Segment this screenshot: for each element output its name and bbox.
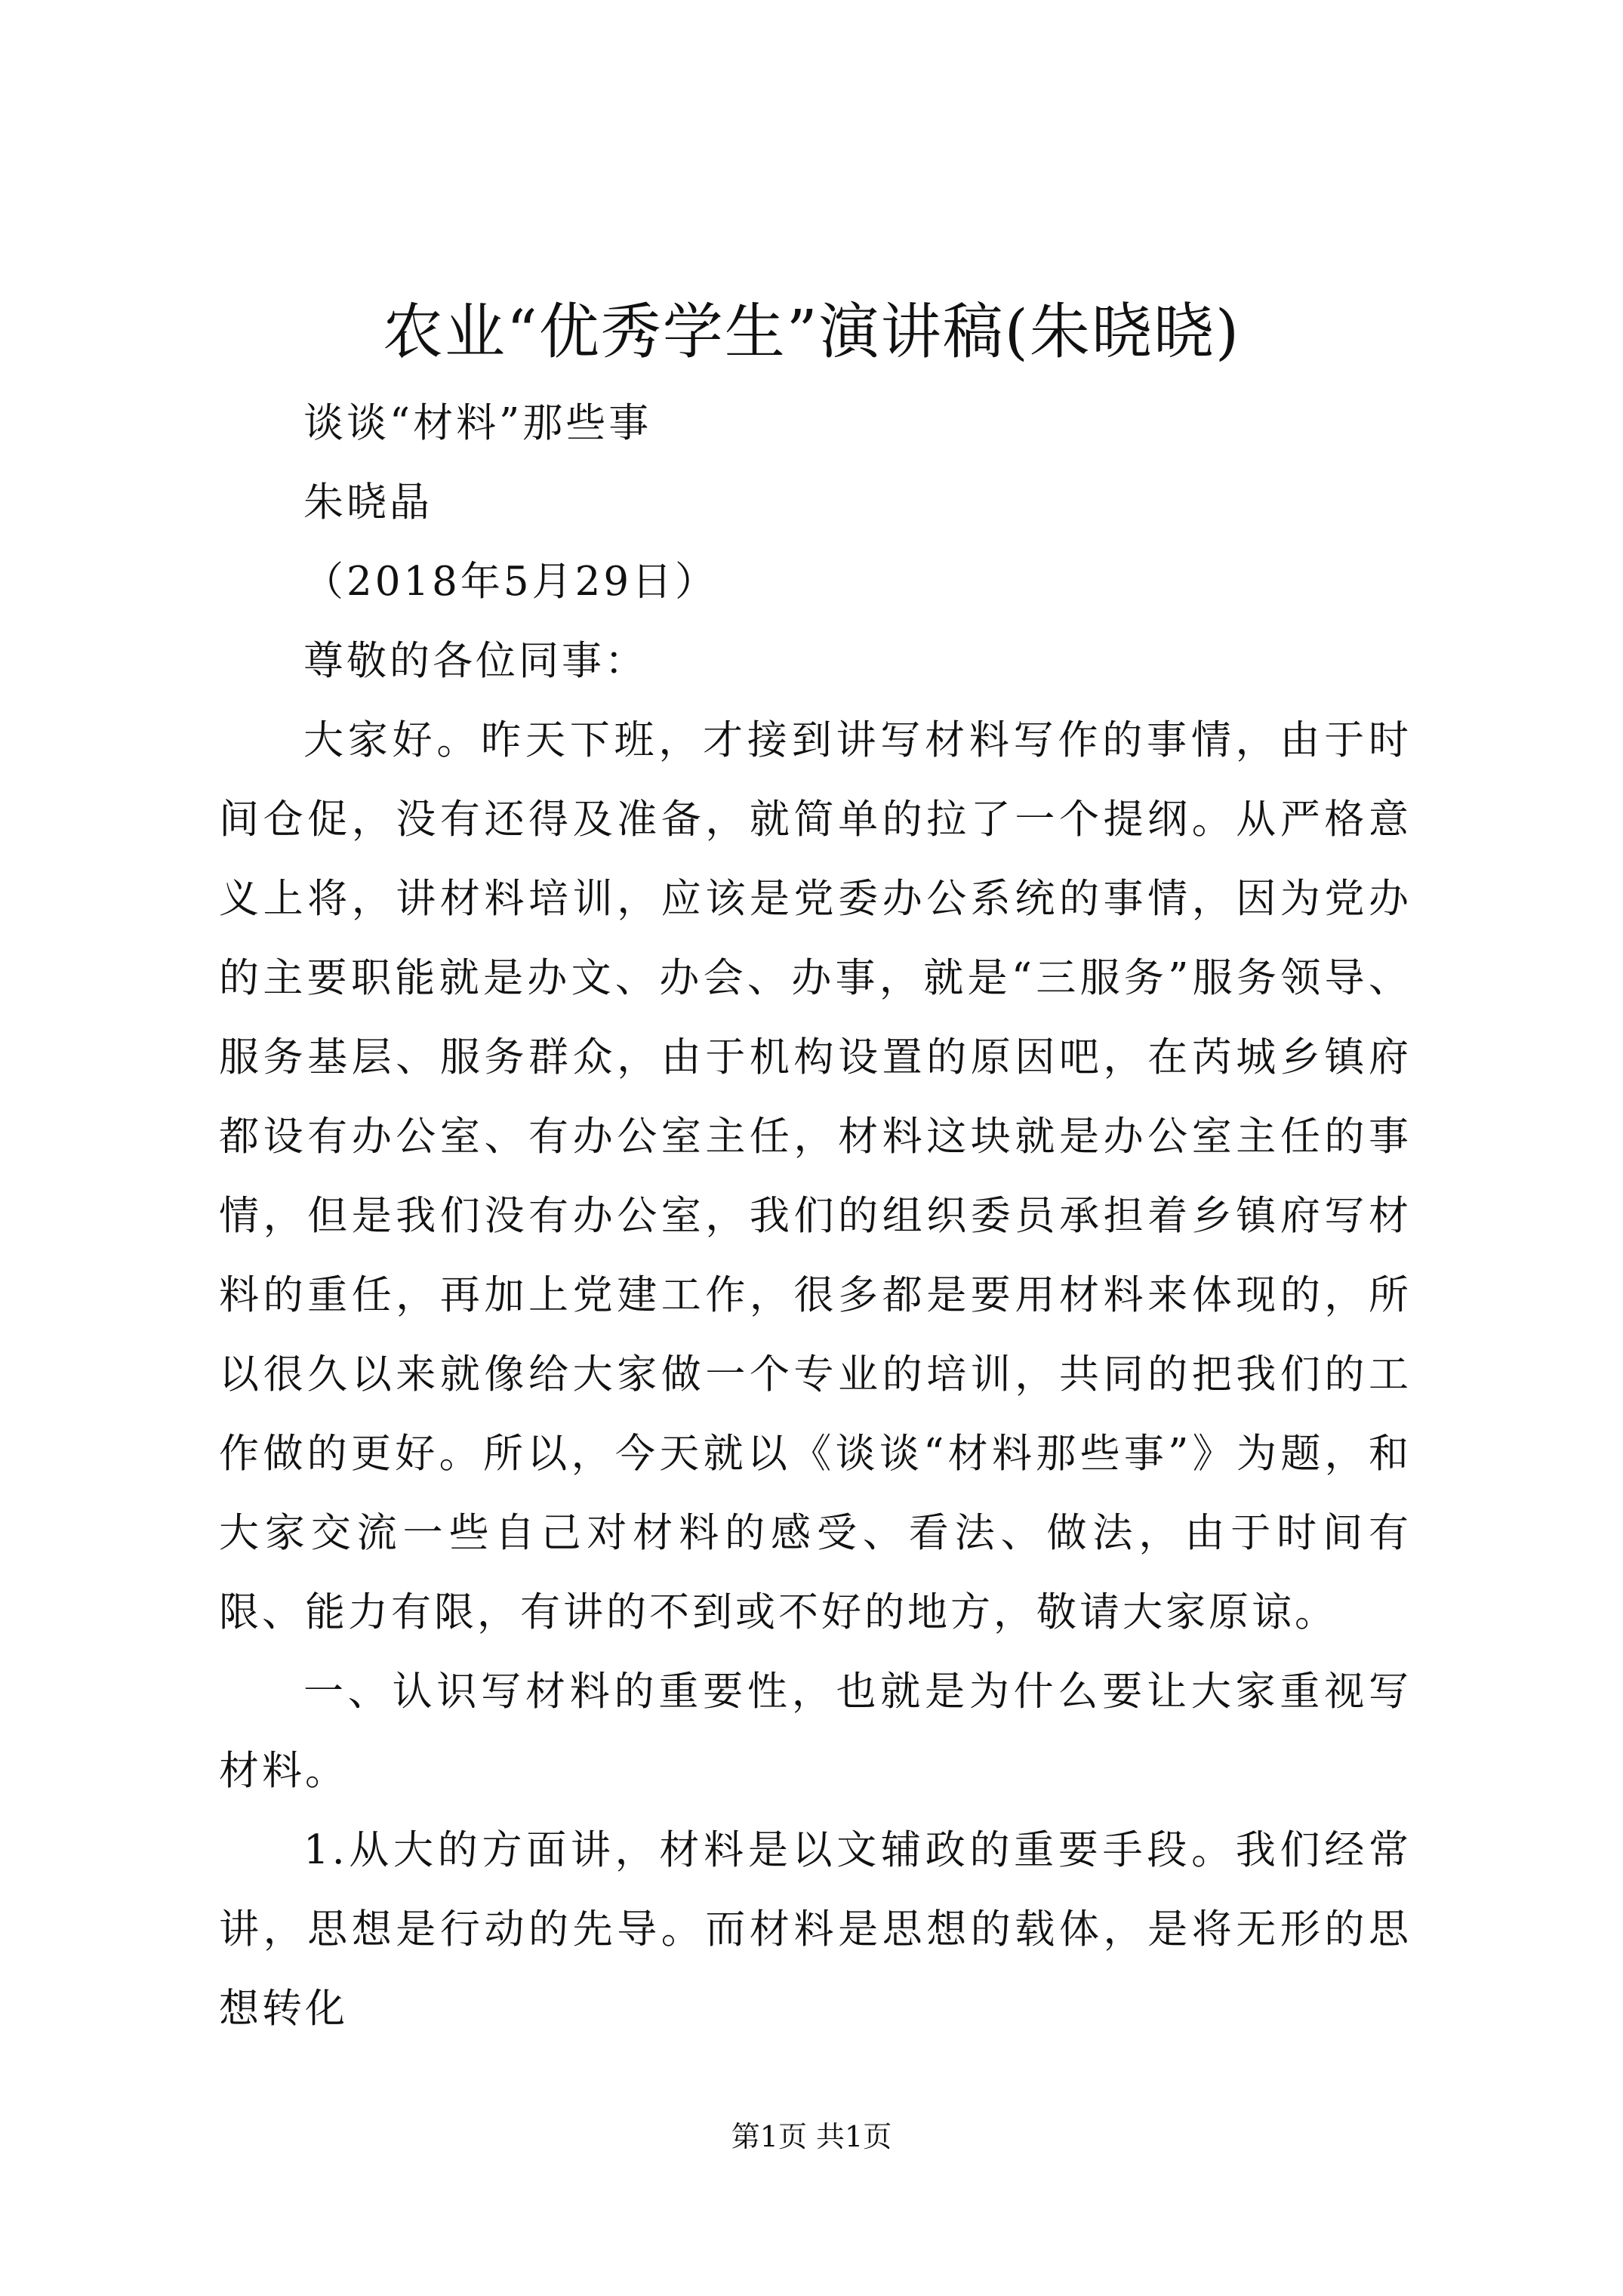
salutation: 尊敬的各位同事： (303, 638, 648, 684)
document-body (219, 384, 1412, 2048)
speaker-name: 朱晓晶 (303, 479, 433, 525)
speech-date: （2018年5月29日） (303, 559, 719, 605)
body-paragraph: 1.从大的方面讲，材料是以文辅政的重要手段。我们经常讲，思想是行动的先导。而材料是思想的载体，是将无形的思想转化 (219, 1827, 1412, 2032)
section-heading: 一、认识写材料的重要性，也就是为什么要让大家重视写材料。 (219, 1669, 1412, 1794)
page-footer: 第1页 共1页 (731, 2120, 892, 2153)
body-paragraph: 大家好。昨天下班，才接到讲写材料写作的事情，由于时间仓促，没有还得及准备，就简单的拉了一个提纲。从严格意义上将，讲材料培训，应该是党委办公系统的事情，因为党办的主要职能就是办文、办会、办事，就是“三服务”服务领导、服务基层、服务群众，由于机构设置的原因吧，在芮城乡镇府都设有办公室、有办公室主任，材料这块就是办公室主任的事情，但是我们没有办公室，我们的组织委员承担着乡镇府写材料的重任，再加上党建工作，很多都是要用材料来体现的，所以很久以来就像给大家做一个专业的培训，共同的把我们的工作做的更好。所以，今天就以《谈谈“材料那些事”》为题，和大家交流一些自己对材料的感受、看法、做法，由于时间有限、能力有限，有讲的不到或不好的地方，敬请大家原谅。 (219, 717, 1412, 1635)
document-title: 农业“优秀学生”演讲稿(朱晓晓) (382, 297, 1241, 367)
speech-subtitle: 谈谈“材料”那些事 (303, 400, 652, 446)
